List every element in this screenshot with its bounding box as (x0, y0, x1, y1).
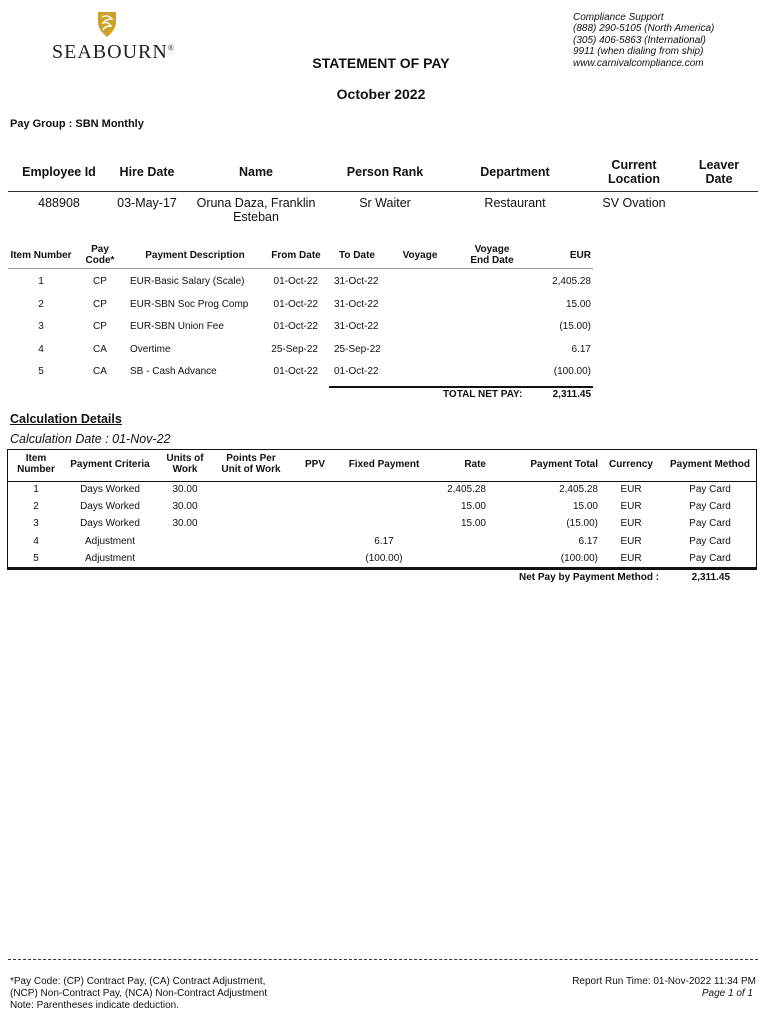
points-header-line2: Unit of Work (221, 464, 281, 475)
calc-item-header-line1: Item (25, 453, 47, 464)
calc-item-number-cell: 1 (33, 484, 39, 495)
voyage-header: Voyage (402, 250, 438, 261)
calc-payment-total-cell: 15.00 (572, 501, 598, 513)
calc-currency-cell: EUR (620, 535, 642, 547)
footer-divider (8, 959, 758, 960)
calc-currency-cell: EUR (620, 484, 642, 495)
employee-name-line2: Esteban (233, 210, 279, 224)
calc-fixed-payment-cell: (100.00) (365, 552, 403, 564)
employee-name-line1: Oruna Daza, Franklin (196, 196, 316, 210)
pay-code-legend-line1: *Pay Code: (CP) Contract Pay, (CA) Contract Adjustment, (10, 976, 266, 987)
item-item-number-cell: 3 (38, 321, 44, 332)
item-to-date-cell: 25-Sep-22 (334, 343, 381, 355)
calc-payment-criteria-cell: Adjustment (84, 535, 136, 547)
calc-payment-total-cell: 2,405.28 (559, 484, 598, 495)
item-amount-cell: 15.00 (565, 298, 591, 310)
item-to-date-cell: 31-Oct-22 (334, 276, 379, 287)
calc-rate-cell: 15.00 (460, 518, 486, 530)
calc-payment-method-cell: Pay Card (689, 501, 731, 513)
currency-header-calc: Currency (609, 459, 653, 470)
report-run-time: Report Run Time: 01-Nov-2022 11:34 PM (572, 976, 756, 987)
calc-item-number-cell: 5 (33, 552, 39, 564)
calculation-table-bottom-rule (7, 568, 757, 570)
calculation-header-divider (7, 481, 757, 482)
calc-units-of-work-cell: 30.00 (172, 484, 198, 495)
net-pay-by-method-label: Net Pay by Payment Method : (519, 572, 660, 583)
calc-currency-cell: EUR (620, 501, 642, 513)
from-date-header: From Date (271, 250, 321, 261)
item-pay-code-cell: CP (93, 298, 107, 310)
pay-code-header-line1: Pay (91, 244, 109, 255)
item-pay-code-cell: CA (93, 366, 107, 377)
document-period: October 2022 (336, 86, 426, 102)
ppv-header: PPV (304, 459, 325, 470)
item-item-number-cell: 4 (38, 343, 44, 355)
units-header-line2: Work (172, 464, 198, 475)
calc-rate-cell: 2,405.28 (447, 484, 486, 495)
calc-currency-cell: EUR (620, 518, 642, 530)
leaver-date-header (684, 158, 754, 186)
hire-date-header: Hire Date (119, 165, 175, 179)
department-header: Department (480, 165, 550, 179)
voyage-end-date-header (455, 244, 529, 266)
item-payment-description-cell: Overtime (130, 343, 171, 355)
item-from-date-cell: 01-Oct-22 (273, 276, 318, 287)
currency-header: EUR (569, 250, 591, 261)
compliance-line: Compliance Support (573, 12, 664, 23)
calc-payment-criteria-cell: Days Worked (80, 518, 140, 530)
hire-date-value: 03-May-17 (117, 196, 177, 210)
person-rank-value: Sr Waiter (359, 196, 411, 210)
calc-item-number-cell: 4 (33, 535, 39, 547)
item-amount-cell: (15.00) (559, 321, 591, 332)
voyage-end-header-line1: Voyage (474, 244, 510, 255)
item-amount-cell: 6.17 (571, 343, 591, 355)
calc-payment-total-cell: (100.00) (560, 552, 598, 564)
item-to-date-cell: 31-Oct-22 (334, 321, 379, 332)
calc-units-of-work-cell: 30.00 (172, 518, 198, 530)
item-pay-code-cell: CP (93, 276, 107, 287)
leaver-date-header-line2: Date (705, 172, 733, 186)
compliance-phone-na: (888) 290-5105 (North America) (573, 23, 715, 35)
units-of-work-header (158, 453, 212, 475)
payment-description-header: Payment Description (145, 250, 245, 261)
item-from-date-cell: 01-Oct-22 (273, 298, 318, 310)
pay-code-header-line2: Code* (85, 255, 115, 266)
employee-id-value: 488908 (38, 196, 80, 210)
item-payment-description-cell: SB - Cash Advance (130, 366, 217, 377)
pay-code-legend-line2: (NCP) Non-Contract Pay, (NCA) Non-Contract Adjustment (10, 988, 268, 999)
calculation-date: Calculation Date : 01-Nov-22 (10, 432, 171, 446)
parentheses-note: Note: Parentheses indicate deduction. (10, 1000, 179, 1011)
document-title: STATEMENT OF PAY (312, 55, 450, 71)
net-pay-by-method-value: 2,311.45 (691, 572, 730, 583)
compliance-support-info (573, 12, 714, 69)
item-number-header: Item Number (10, 250, 72, 261)
calc-rate-cell: 15.00 (460, 501, 486, 513)
current-location-header-line2: Location (607, 172, 661, 186)
calc-payment-method-cell: Pay Card (689, 484, 731, 495)
logo-wordmark: SEABOURN® (52, 41, 175, 63)
pay-code-header (80, 244, 120, 266)
item-pay-code-cell: CP (93, 321, 107, 332)
calc-payment-total-cell: 6.17 (578, 535, 598, 547)
calc-item-number-cell: 2 (33, 501, 39, 513)
calc-fixed-payment-cell: 6.17 (374, 535, 394, 547)
item-item-number-cell: 5 (38, 366, 44, 377)
employee-header-divider (8, 191, 758, 192)
item-payment-description-cell: EUR-SBN Union Fee (130, 321, 224, 332)
calc-payment-method-cell: Pay Card (689, 535, 731, 547)
calc-payment-criteria-cell: Days Worked (80, 484, 140, 495)
calculation-details-title: Calculation Details (10, 412, 122, 426)
leaver-date-header-line1: Leaver (698, 158, 740, 172)
employee-name-value (186, 196, 326, 224)
voyage-end-header-line2: End Date (470, 255, 514, 266)
total-net-pay-value: 2,311.45 (552, 389, 591, 400)
total-net-pay-rule (329, 386, 593, 388)
name-header: Name (238, 165, 274, 179)
item-from-date-cell: 01-Oct-22 (273, 366, 318, 377)
seahorse-emblem-icon (95, 10, 119, 38)
person-rank-header: Person Rank (346, 165, 424, 179)
calc-payment-method-cell: Pay Card (689, 518, 731, 530)
item-item-number-cell: 1 (38, 276, 44, 287)
calc-item-number-cell: 3 (33, 518, 39, 530)
item-to-date-cell: 01-Oct-22 (334, 366, 379, 377)
department-value: Restaurant (484, 196, 546, 210)
calc-currency-cell: EUR (620, 552, 642, 564)
item-from-date-cell: 01-Oct-22 (273, 321, 318, 332)
fixed-payment-header: Fixed Payment (348, 459, 420, 470)
item-payment-description-cell: EUR-SBN Soc Prog Comp (130, 298, 249, 310)
item-pay-code-cell: CA (93, 343, 107, 355)
current-location-value: SV Ovation (602, 196, 666, 210)
footer-notes (10, 976, 267, 1012)
payment-total-header: Payment Total (530, 459, 598, 470)
compliance-phone-intl: (305) 406-5863 (International) (573, 34, 706, 46)
employee-id-header: Employee Id (22, 165, 96, 179)
item-amount-cell: (100.00) (553, 366, 591, 377)
total-net-pay-label: TOTAL NET PAY: (443, 389, 523, 400)
page-number: Page 1 of 1 (701, 988, 753, 999)
calc-item-header-line2: Number (17, 464, 55, 475)
calc-item-number-header (10, 453, 62, 475)
pay-group: Pay Group : SBN Monthly (10, 118, 144, 130)
calc-payment-criteria-cell: Adjustment (84, 552, 136, 564)
to-date-header: To Date (339, 250, 375, 261)
calc-payment-criteria-cell: Days Worked (80, 501, 140, 513)
calc-payment-total-cell: (15.00) (566, 518, 598, 530)
compliance-phone-ship: 9911 (when dialing from ship) (573, 46, 704, 58)
points-header-line1: Points Per (226, 453, 276, 464)
compliance-website-link[interactable]: www.carnivalcompliance.com (573, 57, 704, 69)
item-amount-cell: 2,405.28 (552, 276, 591, 287)
item-payment-description-cell: EUR-Basic Salary (Scale) (130, 276, 245, 287)
calc-units-of-work-cell: 30.00 (172, 501, 198, 513)
current-location-header-line1: Current (611, 158, 657, 172)
units-header-line1: Units of (166, 453, 204, 464)
item-to-date-cell: 31-Oct-22 (334, 298, 379, 310)
item-item-number-cell: 2 (38, 298, 44, 310)
calc-payment-method-cell: Pay Card (689, 552, 731, 564)
payment-method-header: Payment Method (669, 459, 750, 470)
current-location-header (590, 158, 678, 186)
points-per-unit-header (216, 453, 286, 475)
payment-criteria-header: Payment Criteria (70, 459, 150, 470)
item-from-date-cell: 25-Sep-22 (271, 343, 318, 355)
rate-header: Rate (464, 459, 486, 470)
item-table-divider (8, 268, 593, 269)
